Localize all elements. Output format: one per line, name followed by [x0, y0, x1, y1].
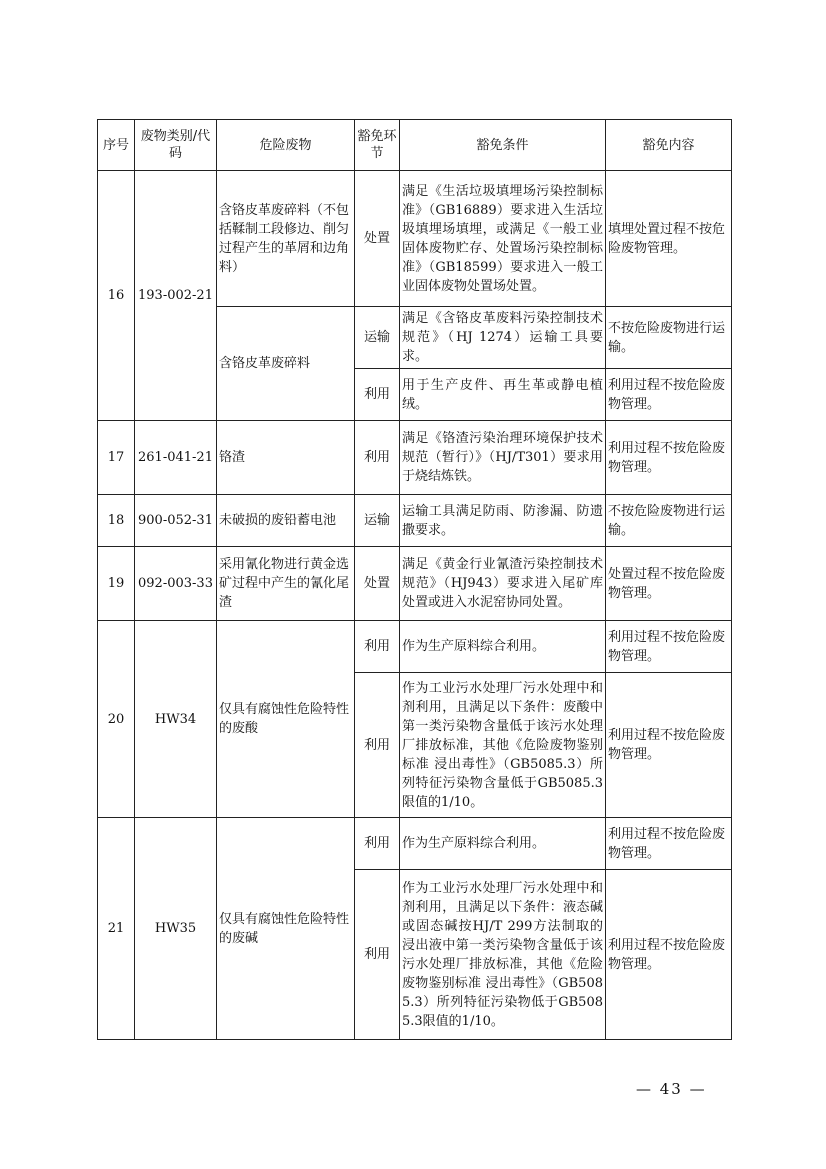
- cell-waste: 仅具有腐蚀性危险特性的废酸: [217, 621, 355, 818]
- table-row: [98, 818, 732, 870]
- cell-waste: 含铬皮革废碎料（不包括鞣制工段修边、削匀过程产生的革屑和边角料）: [217, 171, 355, 307]
- cell-content: 不按危险废物进行运输。: [606, 495, 732, 547]
- cell-stage: 利用: [355, 870, 400, 1040]
- cell-code: 900-052-31: [135, 495, 217, 547]
- cell-condition: 满足《含铬皮革废料污染控制技术规范》（HJ 1274）运输工具要求。: [400, 307, 606, 369]
- table-row: [98, 495, 732, 547]
- table-row: [98, 171, 732, 307]
- cell-content: 利用过程不按危险废物管理。: [606, 673, 732, 818]
- cell-stage: 利用: [355, 818, 400, 870]
- cell-stage: 运输: [355, 495, 400, 547]
- cell-condition: 作为工业污水处理厂污水处理中和剂利用，且满足以下条件：液态碱或固态碱按HJ/T 299方法制取的浸出液中第一类污染物含量低于该污水处理厂排放标准，其他《危险废物鉴别标准 浸出毒性》（GB5085.3）所列特征污染物低于GB5085.3限值的1/10。: [400, 870, 606, 1040]
- cell-content: 利用过程不按危险废物管理。: [606, 621, 732, 673]
- cell-stage: 利用: [355, 369, 400, 421]
- cell-stage: 利用: [355, 421, 400, 495]
- page-number: — 43 —: [636, 1080, 707, 1098]
- cell-condition: 用于生产皮件、再生革或静电植绒。: [400, 369, 606, 421]
- cell-condition: 满足《生活垃圾填埋场污染控制标准》（GB16889）要求进入生活垃圾填埋场填埋，或满足《一般工业固体废物贮存、处置场污染控制标准》（GB18599）要求进入一般工业固体废物处置场处置。: [400, 171, 606, 307]
- cell-content: 利用过程不按危险废物管理。: [606, 818, 732, 870]
- cell-condition: 运输工具满足防雨、防渗漏、防遗撒要求。: [400, 495, 606, 547]
- cell-waste: 未破损的废铅蓄电池: [217, 495, 355, 547]
- cell-waste: 铬渣: [217, 421, 355, 495]
- cell-content: 填埋处置过程不按危险废物管理。: [606, 171, 732, 307]
- cell-waste: 含铬皮革废碎料: [217, 307, 355, 421]
- cell-stage: 利用: [355, 621, 400, 673]
- cell-content: 不按危险废物进行运输。: [606, 307, 732, 369]
- cell-stage: 处置: [355, 547, 400, 621]
- cell-content: 处置过程不按危险废物管理。: [606, 547, 732, 621]
- cell-code: HW35: [135, 818, 217, 1040]
- cell-stage: 运输: [355, 307, 400, 369]
- cell-condition: 作为工业污水处理厂污水处理中和剂利用，且满足以下条件：废酸中第一类污染物含量低于该污水处理厂排放标准，其他《危险废物鉴别标准 浸出毒性》（GB5085.3）所列特征污染物含量低于GB5085.3限值的1/10。: [400, 673, 606, 818]
- header-content: 豁免内容: [606, 120, 732, 171]
- header-waste: 危险废物: [217, 120, 355, 171]
- cell-stage: 处置: [355, 171, 400, 307]
- cell-content: 利用过程不按危险废物管理。: [606, 369, 732, 421]
- cell-seq: 16: [98, 171, 135, 421]
- table-header-row: [98, 120, 732, 171]
- cell-code: 193-002-21: [135, 171, 217, 421]
- cell-condition: 满足《黄金行业氰渣污染控制技术规范》（HJ943）要求进入尾矿库处置或进入水泥窑协同处置。: [400, 547, 606, 621]
- header-condition: 豁免条件: [400, 120, 606, 171]
- cell-condition: 作为生产原料综合利用。: [400, 818, 606, 870]
- cell-content: 利用过程不按危险废物管理。: [606, 870, 732, 1040]
- cell-condition: 满足《铬渣污染治理环境保护技术规范（暂行）》（HJ/T301）要求用于烧结炼铁。: [400, 421, 606, 495]
- cell-seq: 17: [98, 421, 135, 495]
- cell-waste: 采用氰化物进行黄金选矿过程中产生的氰化尾渣: [217, 547, 355, 621]
- cell-content: 利用过程不按危险废物管理。: [606, 421, 732, 495]
- header-seq: 序号: [98, 120, 135, 171]
- table-row: [98, 547, 732, 621]
- cell-seq: 19: [98, 547, 135, 621]
- exemption-table: [97, 119, 732, 1040]
- header-code: 废物类别/代码: [135, 120, 217, 171]
- cell-seq: 21: [98, 818, 135, 1040]
- header-stage: 豁免环节: [355, 120, 400, 171]
- cell-stage: 利用: [355, 673, 400, 818]
- cell-code: 261-041-21: [135, 421, 217, 495]
- cell-seq: 18: [98, 495, 135, 547]
- cell-code: 092-003-33: [135, 547, 217, 621]
- cell-waste: 仅具有腐蚀性危险特性的废碱: [217, 818, 355, 1040]
- table-row: [98, 421, 732, 495]
- cell-condition: 作为生产原料综合利用。: [400, 621, 606, 673]
- cell-code: HW34: [135, 621, 217, 818]
- table-row: [98, 621, 732, 673]
- cell-seq: 20: [98, 621, 135, 818]
